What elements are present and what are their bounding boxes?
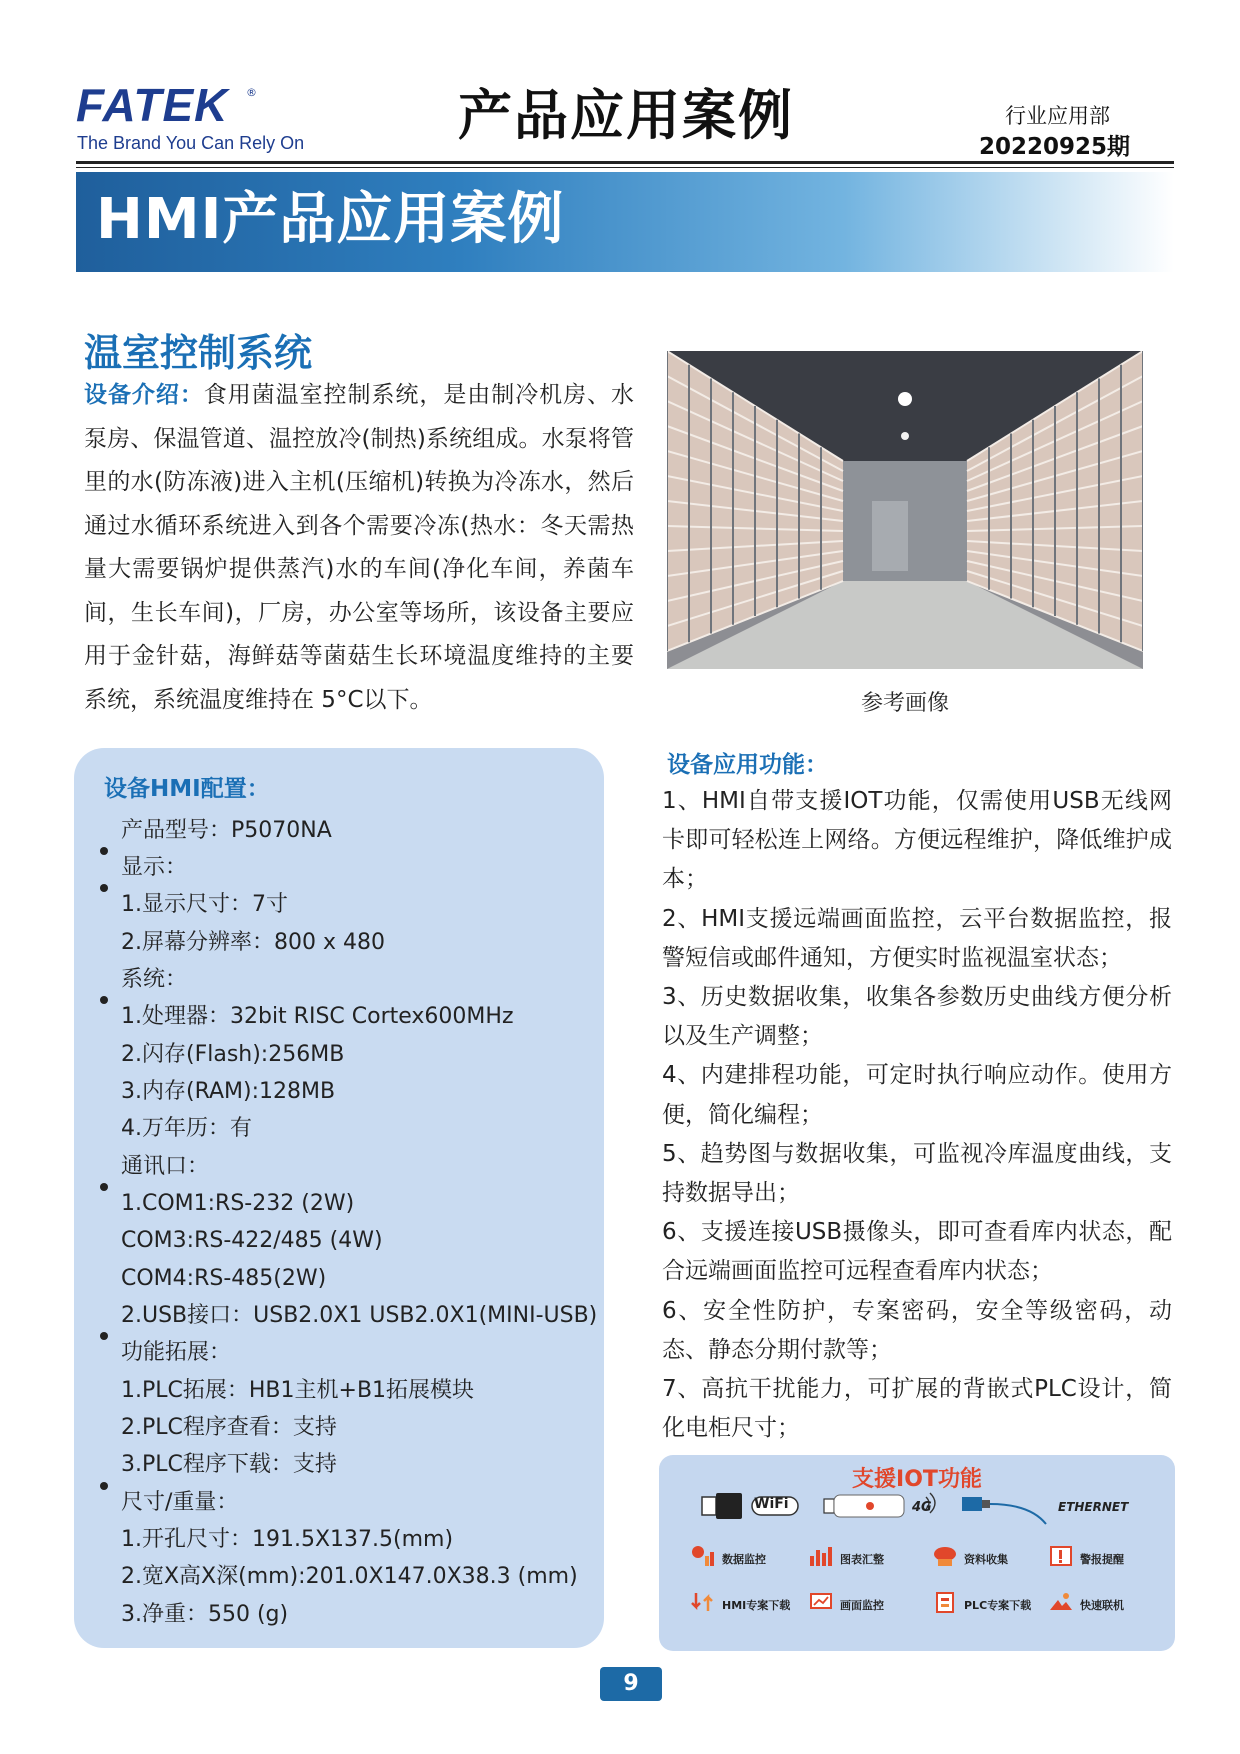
photo-ceiling-light xyxy=(901,432,909,440)
page-title: 产品应用案例 xyxy=(458,84,794,147)
chart-summary-icon xyxy=(808,1544,834,1568)
config-line: 2.宽X高X深(mm):201.0X147.0X38.3 (mm) xyxy=(121,1564,578,1589)
feature-label: 资料收集 xyxy=(964,1553,1008,1566)
functions-title: 设备应用功能： xyxy=(667,752,828,778)
feature-label: HMI专案下载 xyxy=(722,1599,791,1612)
header-rule xyxy=(76,161,1174,164)
warehouse-photo-image xyxy=(667,351,1143,669)
bullet xyxy=(100,1183,108,1191)
feature-label: 警报提醒 xyxy=(1080,1553,1124,1566)
wifi-label: WiFi xyxy=(754,1496,789,1512)
brand-logo: FATEK xyxy=(76,79,229,131)
config-line: 2.USB接口：USB2.0X1 USB2.0X1(MINI-USB) xyxy=(121,1303,598,1328)
function-item: 2、HMI支援远端画面监控，云平台数据监控，报警短信或邮件通知，方便实时监视温室状态； xyxy=(662,905,1172,971)
photo-ceiling-light xyxy=(898,392,912,406)
intro-text: 食用菌温室控制系统，是由制冷机房、水泵房、保温管道、温控放冷(制热)系统组成。水泵将管里的水(防冻液)进入主机(压缩机)转换为冷冻水，然后通过水循环系统进入到各个需要冷冻(热水：冬天需热量大需要锅炉提供蒸汽)水的车间(净化车间，养菌车间，生长车间)，厂房，办公室等场所，该设备主要应用于金针菇，海鲜菇等菌菇生长环境温度维持的主要系统，系统温度维持在 5°C以下。 xyxy=(84,382,635,713)
config-line: 系统： xyxy=(121,967,188,992)
ethernet-label: ETHERNET xyxy=(1058,1500,1129,1514)
feature-label: PLC专案下载 xyxy=(964,1599,1032,1612)
function-item: 1、HMI自带支援IOT功能，仅需使用USB无线网卡即可轻松连上网络。方便远程维护，降低维护成本； xyxy=(662,788,1172,893)
header-rule-thin xyxy=(76,167,1174,168)
config-line: 1.COM1:RS-232 (2W) xyxy=(121,1191,355,1216)
feature-label: 画面监控 xyxy=(840,1599,884,1612)
config-line: 显示： xyxy=(121,855,188,880)
cloud-collect-icon xyxy=(932,1544,958,1568)
bullet xyxy=(100,884,108,892)
photo-caption: 参考画像 xyxy=(860,691,949,716)
page-number: 9 xyxy=(600,1667,662,1701)
banner-title: HMI产品应用案例 xyxy=(96,187,565,252)
function-item: 4、内建排程功能，可定时执行响应动作。使用方便，简化编程； xyxy=(662,1062,1172,1128)
registered-mark: ® xyxy=(246,86,257,99)
screen-monitor-icon xyxy=(808,1590,834,1614)
config-line: 3.PLC程序下载：支持 xyxy=(121,1452,337,1477)
config-line: COM4:RS-485(2W) xyxy=(121,1266,327,1291)
issue-label: 20220925期 xyxy=(978,134,1130,160)
config-line: 4.万年历：有 xyxy=(121,1116,252,1141)
config-line: 1.处理器：32bit RISC Cortex600MHz xyxy=(121,1004,514,1029)
feature-label: 数据监控 xyxy=(722,1553,766,1566)
function-item: 6、安全性防护，专案密码，安全等级密码，动态、静态分期付款等； xyxy=(662,1297,1172,1363)
bullet xyxy=(100,996,108,1004)
section-title: 温室控制系统 xyxy=(84,331,313,375)
config-line: 2.屏幕分辨率：800 x 480 xyxy=(121,930,385,955)
config-line: 尺寸/重量： xyxy=(121,1490,239,1515)
photo-back-door xyxy=(872,501,908,571)
function-item: 3、历史数据收集，收集各参数历史曲线方便分析以及生产调整； xyxy=(662,984,1172,1050)
plc-download-icon xyxy=(932,1590,958,1614)
bullet xyxy=(100,847,108,855)
4g-label: 4G xyxy=(912,1500,932,1515)
config-line: 3.内存(RAM):128MB xyxy=(121,1079,336,1104)
config-line: 1.PLC拓展：HB1主机+B1拓展模块 xyxy=(121,1378,475,1403)
ethernet-cable-icon xyxy=(962,1497,1046,1524)
usb-dongle-icon xyxy=(702,1493,742,1519)
department-label: 行业应用部 xyxy=(1005,104,1110,128)
config-line: 2.闪存(Flash):256MB xyxy=(121,1042,345,1067)
alarm-alert-icon xyxy=(1048,1544,1074,1568)
functions-list xyxy=(662,782,1172,1448)
bullet xyxy=(100,1332,108,1340)
function-item: 6、支援连接USB摄像头，即可查看库内状态，配合远端画面监控可远程查看库内状态； xyxy=(662,1219,1172,1285)
bullet xyxy=(100,1482,108,1490)
intro-paragraph xyxy=(84,374,634,722)
config-line: 3.净重：550 (g) xyxy=(121,1602,289,1627)
config-line: 1.开孔尺寸：191.5X137.5(mm) xyxy=(121,1527,454,1552)
config-title: 设备HMI配置： xyxy=(104,776,270,802)
config-line: 2.PLC程序查看：支持 xyxy=(121,1415,337,1440)
data-monitor-icon xyxy=(690,1544,716,1568)
config-line: 1.显示尺寸：7寸 xyxy=(121,892,288,917)
quick-connect-icon xyxy=(1048,1590,1074,1614)
hmi-download-icon xyxy=(690,1590,716,1614)
config-line: COM3:RS-422/485 (4W) xyxy=(121,1228,383,1253)
config-line: 功能拓展： xyxy=(121,1340,232,1365)
function-item: 5、趋势图与数据收集，可监视冷库温度曲线，支持数据导出； xyxy=(662,1140,1172,1207)
warehouse-photo xyxy=(667,351,1143,669)
feature-label: 快速联机 xyxy=(1080,1599,1124,1612)
feature-label: 图表汇整 xyxy=(840,1553,884,1566)
function-item: 7、高抗干扰能力，可扩展的背嵌式PLC设计，简化电柜尺寸； xyxy=(662,1376,1172,1442)
brand-tagline: The Brand You Can Rely On xyxy=(77,133,305,153)
iot-title: 支援IOT功能 xyxy=(852,1467,982,1492)
intro-label: 设备介绍： xyxy=(84,382,204,408)
config-line: 产品型号：P5070NA xyxy=(121,818,332,843)
config-line: 通讯口： xyxy=(121,1154,210,1179)
